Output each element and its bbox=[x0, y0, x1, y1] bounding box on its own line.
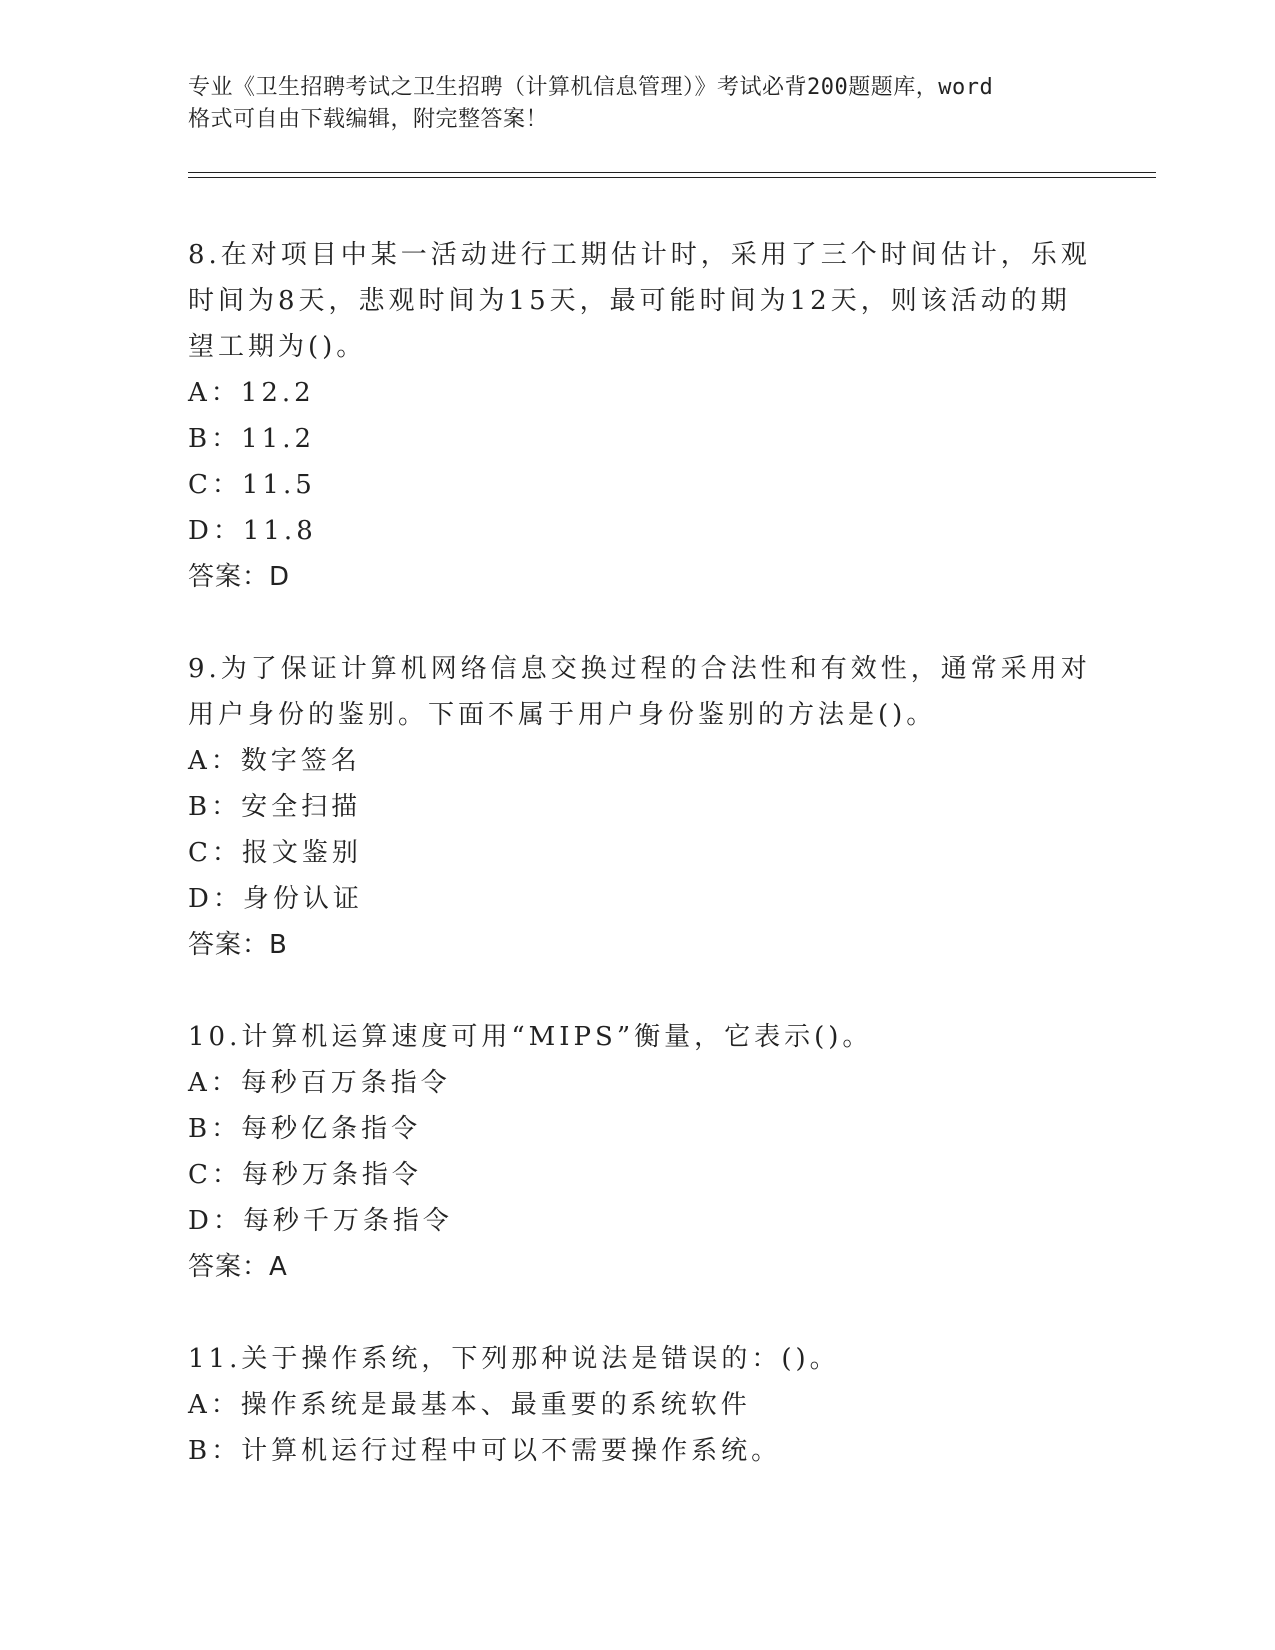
question-10 bbox=[188, 1014, 1088, 1290]
option-a: A：数字签名 bbox=[188, 746, 361, 776]
option-d: D：每秒千万条指令 bbox=[188, 1206, 453, 1236]
option-a: A：每秒百万条指令 bbox=[188, 1068, 451, 1098]
question-9 bbox=[188, 646, 1091, 968]
option-b: B：计算机运行过程中可以不需要操作系统。 bbox=[188, 1436, 782, 1466]
option-d: D：身份认证 bbox=[188, 884, 363, 914]
question-text: 望工期为()。 bbox=[188, 332, 367, 362]
question-text: 时间为8天，悲观时间为15天，最可能时间为12天，则该活动的期 bbox=[188, 286, 1071, 316]
question-text: 11.关于操作系统，下列那种说法是错误的：()。 bbox=[188, 1344, 840, 1374]
option-c: C：每秒万条指令 bbox=[188, 1160, 422, 1190]
header-line-2: 格式可自由下载编辑，附完整答案！ bbox=[188, 107, 549, 132]
question-8 bbox=[188, 232, 1091, 600]
option-c: C：报文鉴别 bbox=[188, 838, 362, 868]
header-line-1: 专业《卫生招聘考试之卫生招聘（计算机信息管理）》考试必背200题题库，word bbox=[188, 75, 994, 100]
header-divider-top bbox=[188, 172, 1156, 173]
question-list bbox=[188, 232, 1091, 1520]
question-text: 用户身份的鉴别。下面不属于用户身份鉴别的方法是()。 bbox=[188, 700, 937, 730]
question-text: 8.在对项目中某一活动进行工期估计时，采用了三个时间估计，乐观 bbox=[188, 240, 1091, 270]
question-text: 9.为了保证计算机网络信息交换过程的合法性和有效性，通常采用对 bbox=[188, 654, 1091, 684]
option-a: A：操作系统是最基本、最重要的系统软件 bbox=[188, 1390, 751, 1420]
header-divider-bottom bbox=[188, 177, 1156, 178]
question-11 bbox=[188, 1336, 1088, 1474]
document-header bbox=[188, 72, 1088, 136]
option-c: C：11.5 bbox=[188, 470, 316, 500]
option-b: B：安全扫描 bbox=[188, 792, 362, 822]
option-b: B：11.2 bbox=[188, 424, 315, 454]
option-b: B：每秒亿条指令 bbox=[188, 1114, 422, 1144]
answer: 答案：A bbox=[188, 1252, 288, 1282]
answer: 答案：B bbox=[188, 930, 288, 960]
question-text: 10.计算机运算速度可用“MIPS”衡量，它表示()。 bbox=[188, 1022, 873, 1052]
option-a: A：12.2 bbox=[188, 378, 315, 408]
option-d: D：11.8 bbox=[188, 516, 317, 546]
answer: 答案：D bbox=[188, 562, 291, 592]
